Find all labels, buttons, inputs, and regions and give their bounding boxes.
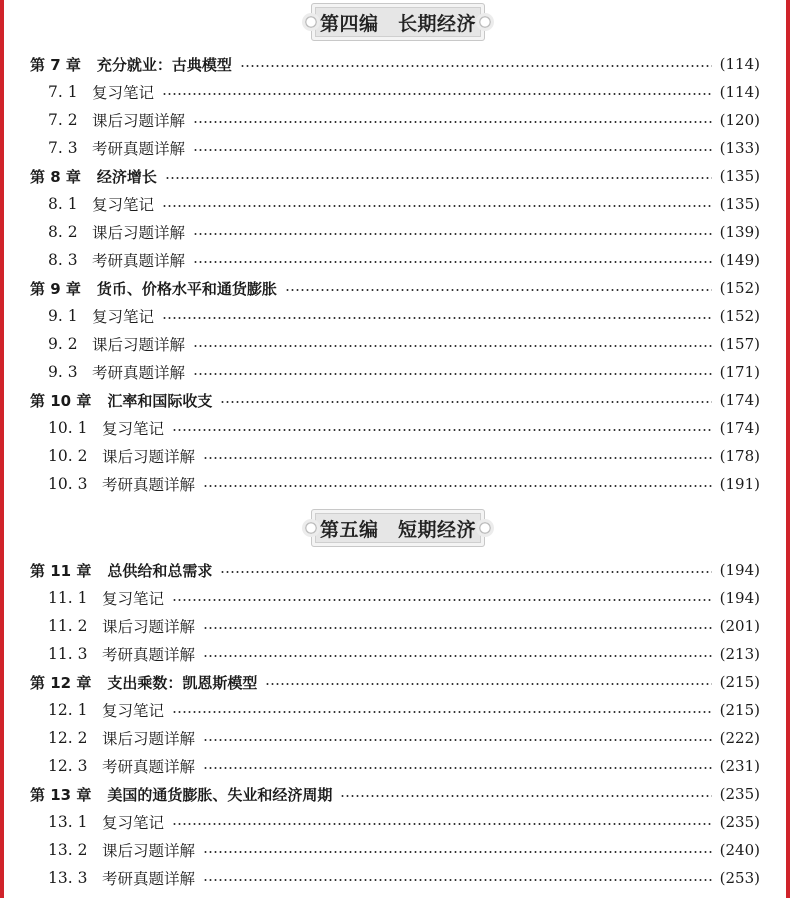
section-title: 复习笔记 [102,590,165,608]
page-number: (178) [719,447,760,465]
chapter-number: 第 13 章 [30,785,92,804]
leader-dots [193,373,712,375]
section-number: 10. 1 [48,419,88,437]
section-number: 11. 3 [48,645,88,663]
leader-dots [203,851,712,853]
chapter-title: 汇率和国际收支 [107,391,213,410]
section-title: 复习笔记 [102,420,165,438]
chapter-title: 经济增长 [96,167,157,186]
page-number: (215) [719,701,760,719]
section-title: 课后习题详解 [102,448,196,466]
section-title: 考研真题详解 [102,476,196,494]
section-number: 12. 2 [48,729,88,747]
toc-section-13-2[interactable] [30,836,760,864]
toc-part-5 [30,556,760,892]
page-number: (114) [719,83,760,101]
toc-section-9-2[interactable] [30,330,760,358]
section-title: 课后习题详解 [92,112,186,130]
toc-section-7-2[interactable] [30,106,760,134]
leader-dots [162,317,712,319]
section-title: 考研真题详解 [92,364,186,382]
toc-chapter-10[interactable] [30,386,760,414]
leader-dots [193,261,712,263]
page-number: (135) [719,167,760,185]
leader-dots [240,65,712,67]
section-number: 7. 2 [48,111,78,129]
section-number: 9. 3 [48,363,78,381]
section-number: 8. 2 [48,223,78,241]
page-border-right [786,0,790,898]
toc-section-13-1[interactable] [30,808,760,836]
section-title: 考研真题详解 [102,870,196,888]
toc-chapter-9[interactable] [30,274,760,302]
leader-dots [172,711,712,713]
page-number: (152) [719,307,760,325]
part-title: 第五编 短期经济 [319,518,476,541]
page-number: (157) [719,335,760,353]
toc-section-10-1[interactable] [30,414,760,442]
leader-dots [193,121,712,123]
toc-section-9-1[interactable] [30,302,760,330]
section-number: 12. 3 [48,757,88,775]
page-number: (149) [719,251,760,269]
chapter-number: 第 11 章 [30,561,92,580]
toc-section-13-3[interactable] [30,864,760,892]
toc-section-12-2[interactable] [30,724,760,752]
chapter-number: 第 9 章 [30,279,81,298]
section-title: 课后习题详解 [92,336,186,354]
page-border-left [0,0,4,898]
page-number: (194) [719,589,760,607]
page-number: (235) [719,785,760,803]
toc-section-12-3[interactable] [30,752,760,780]
chapter-title: 货币、价格水平和通货膨胀 [96,279,277,298]
page-number: (253) [719,869,760,887]
page-number: (231) [719,757,760,775]
section-number: 7. 1 [48,83,78,101]
section-number: 9. 2 [48,335,78,353]
leader-dots [220,401,711,403]
page-number: (213) [719,645,760,663]
toc-section-11-2[interactable] [30,612,760,640]
page-number: (114) [719,55,760,73]
leader-dots [172,599,712,601]
leader-dots [265,683,711,685]
part-title: 第四编 长期经济 [319,12,476,35]
section-title: 复习笔记 [102,814,165,832]
toc-section-8-1[interactable] [30,190,760,218]
leader-dots [203,739,712,741]
chapter-number: 第 7 章 [30,55,81,74]
toc-chapter-11[interactable] [30,556,760,584]
leader-dots [340,795,711,797]
section-title: 课后习题详解 [102,618,196,636]
toc-chapter-13[interactable] [30,780,760,808]
section-title: 课后习题详解 [92,224,186,242]
page-number: (171) [719,363,760,381]
chapter-number: 第 10 章 [30,391,92,410]
page-number: (235) [719,813,760,831]
chapter-title: 总供给和总需求 [107,561,213,580]
page-number: (215) [719,673,760,691]
page-number: (201) [719,617,760,635]
leader-dots [172,823,712,825]
section-number: 13. 1 [48,813,88,831]
leader-dots [162,93,712,95]
leader-dots [220,571,711,573]
toc-section-8-3[interactable] [30,246,760,274]
section-title: 课后习题详解 [102,842,196,860]
chapter-number: 第 8 章 [30,167,81,186]
page-number: (135) [719,195,760,213]
toc-section-7-3[interactable] [30,134,760,162]
section-number: 10. 3 [48,475,88,493]
toc-chapter-7[interactable] [30,50,760,78]
toc-section-9-3[interactable] [30,358,760,386]
section-number: 8. 3 [48,251,78,269]
section-number: 7. 3 [48,139,78,157]
leader-dots [162,205,712,207]
leader-dots [203,627,712,629]
part-banner-5 [311,509,485,547]
section-title: 复习笔记 [92,308,155,326]
leader-dots [203,879,712,881]
page-number: (194) [719,561,760,579]
leader-dots [193,149,712,151]
leader-dots [203,767,712,769]
chapter-title: 充分就业：古典模型 [96,55,232,74]
section-title: 考研真题详解 [102,758,196,776]
leader-dots [285,289,712,291]
page-number: (174) [719,391,760,409]
page-number: (240) [719,841,760,859]
section-number: 13. 3 [48,869,88,887]
toc-section-12-1[interactable] [30,696,760,724]
part-banner-4 [311,3,485,41]
page-number: (222) [719,729,760,747]
section-number: 8. 1 [48,195,78,213]
leader-dots [193,345,712,347]
section-number: 10. 2 [48,447,88,465]
section-title: 复习笔记 [92,84,155,102]
leader-dots [203,485,712,487]
section-title: 复习笔记 [102,702,165,720]
page-number: (152) [719,279,760,297]
section-title: 考研真题详解 [92,140,186,158]
page-number: (191) [719,475,760,493]
toc-section-7-1[interactable] [30,78,760,106]
toc-section-10-3[interactable] [30,470,760,498]
leader-dots [165,177,712,179]
toc-chapter-8[interactable] [30,162,760,190]
section-number: 9. 1 [48,307,78,325]
toc-part-4 [30,50,760,498]
section-title: 课后习题详解 [102,730,196,748]
leader-dots [172,429,712,431]
leader-dots [203,457,712,459]
toc-section-11-3[interactable] [30,640,760,668]
section-number: 12. 1 [48,701,88,719]
toc-section-10-2[interactable] [30,442,760,470]
page-number: (120) [719,111,760,129]
section-title: 考研真题详解 [102,646,196,664]
page-number: (133) [719,139,760,157]
section-title: 复习笔记 [92,196,155,214]
page-number: (139) [719,223,760,241]
chapter-title: 支出乘数：凯恩斯模型 [107,673,258,692]
section-number: 11. 2 [48,617,88,635]
chapter-number: 第 12 章 [30,673,92,692]
section-number: 13. 2 [48,841,88,859]
toc-section-8-2[interactable] [30,218,760,246]
leader-dots [203,655,712,657]
chapter-title: 美国的通货膨胀、失业和经济周期 [107,785,333,804]
toc-chapter-12[interactable] [30,668,760,696]
page-number: (174) [719,419,760,437]
toc-section-11-1[interactable] [30,584,760,612]
leader-dots [193,233,712,235]
section-title: 考研真题详解 [92,252,186,270]
section-number: 11. 1 [48,589,88,607]
